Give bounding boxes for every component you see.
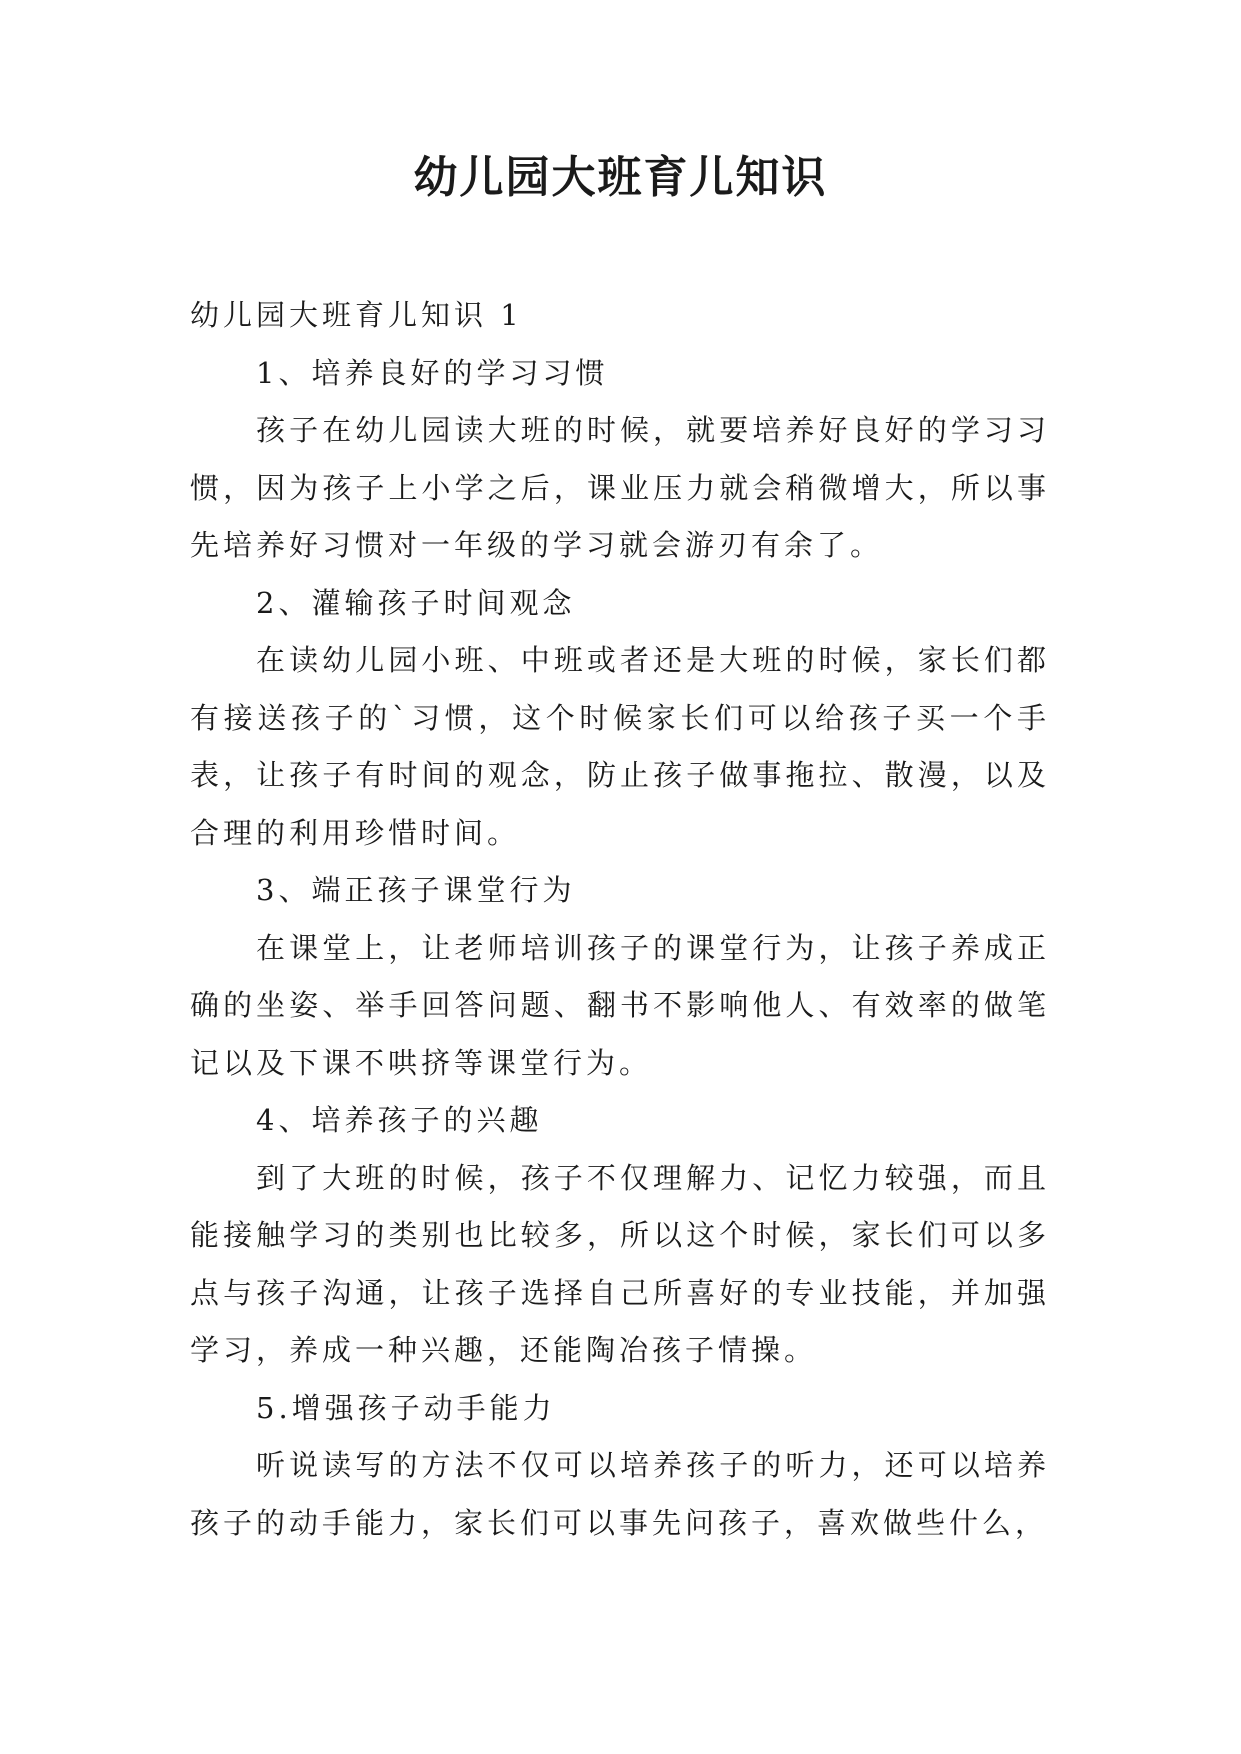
section-paragraph-5: 听说读写的方法不仅可以培养孩子的听力，还可以培养孩子的动手能力，家长们可以事先问孩子，喜欢做些什么， (190, 1448, 1050, 1540)
section-heading-3: 3、端正孩子课堂行为 (256, 873, 576, 907)
section-paragraph-2: 在读幼儿园小班、中班或者还是大班的时候，家长们都有接送孩子的`习惯，这个时候家长们可以给孩子买一个手表，让孩子有时间的观念，防止孩子做事拖拉、散漫，以及合理的利用珍惜时间。 (190, 643, 1050, 850)
document-body (190, 287, 1050, 1552)
section-heading-4: 4、培养孩子的兴趣 (256, 1103, 543, 1137)
section-heading-5: 5.增强孩子动手能力 (256, 1390, 556, 1425)
section-paragraph-1: 孩子在幼儿园读大班的时候，就要培养好良好的学习习惯，因为孩子上小学之后，课业压力就会稍微增大，所以事先培养好习惯对一年级的学习就会游刃有余了。 (190, 413, 1050, 562)
section-paragraph-4: 到了大班的时候，孩子不仅理解力、记忆力较强，而且能接触学习的类别也比较多，所以这个时候，家长们可以多点与孩子沟通，让孩子选择自己所喜好的专业技能，并加强学习，养成一种兴趣，还能陶冶孩子情操。 (190, 1160, 1050, 1367)
section-paragraph-3: 在课堂上，让老师培训孩子的课堂行为，让孩子养成正确的坐姿、举手回答问题、翻书不影响他人、有效率的做笔记以及下课不哄挤等课堂行为。 (190, 930, 1050, 1080)
section-subheading: 幼儿园大班育儿知识 1 (190, 298, 523, 332)
section-heading-1: 1、培养良好的学习习惯 (256, 355, 609, 390)
section-heading-2: 2、灌输孩子时间观念 (256, 585, 576, 620)
document-title: 幼儿园大班育儿知识 (413, 152, 828, 203)
